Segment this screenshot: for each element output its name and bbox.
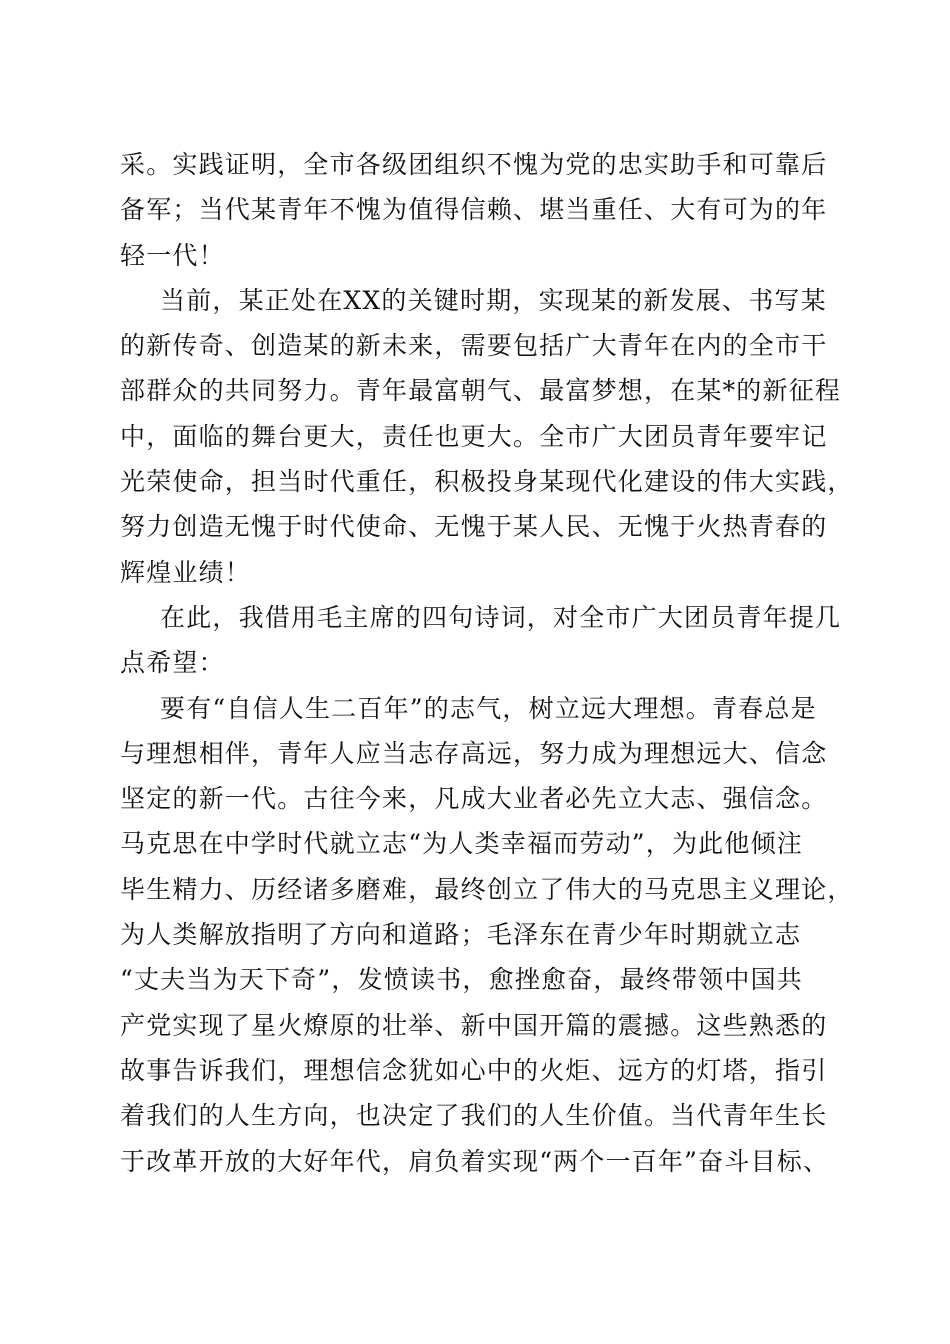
- text-line: 产党实现了星火燎原的壮举、新中国开篇的震撼。这些熟悉的: [120, 1010, 828, 1040]
- text-line: 采。实践证明，全市各级团组织不愧为党的忠实助手和可靠后: [120, 150, 828, 179]
- document-body: [120, 142, 854, 1184]
- text-line: 着我们的人生方向，也决定了我们的人生价值。当代青年生长: [120, 1101, 828, 1131]
- paragraph-first-line: 当前，某正处在XX的关键时期，实现某的新发展、书写某: [160, 285, 827, 315]
- text-line: 的新传奇、创造某的新未来，需要包括广大青年在内的全市干: [120, 331, 828, 361]
- text-line: 故事告诉我们，理想信念犹如心中的火炬、远方的灯塔，指引: [120, 1055, 828, 1085]
- text-line: 备军；当代某青年不愧为值得信赖、堪当重任、大有可为的年: [120, 195, 828, 225]
- text-line: 马克思在中学时代就立志“为人类幸福而劳动”，为此他倾注: [120, 829, 803, 859]
- text-line: 坚定的新一代。古往今来，凡成大业者必先立大志、强信念。: [120, 784, 828, 814]
- text-line: 努力创造无愧于时代使命、无愧于某人民、无愧于火热青春的: [120, 512, 828, 542]
- text-line: 轻一代！: [120, 240, 225, 270]
- text-line: 光荣使命，担当时代重任，积极投身某现代化建设的伟大实践，: [120, 467, 854, 497]
- paragraph-first-line: 要有“自信人生二百年”的志气，树立远大理想。青春总是: [160, 693, 817, 723]
- text-line: 部群众的共同努力。青年最富朝气、最富梦想，在某*的新征程: [120, 376, 842, 406]
- text-line: 为人类解放指明了方向和道路；毛泽东在青少年时期就立志: [120, 920, 802, 950]
- text-line: 中，面临的舞台更大，责任也更大。全市广大团员青年要牢记: [120, 421, 828, 451]
- text-line: 与理想相伴，青年人应当志存高远，努力成为理想远大、信念: [120, 738, 828, 768]
- text-line: 点希望：: [120, 648, 225, 678]
- text-line: 于改革开放的大好年代，肩负着实现“两个一百年”奋斗目标、: [120, 1146, 830, 1176]
- text-line: 辉煌业绩！: [120, 557, 252, 587]
- text-line: “丈夫当为天下奇”，发愤读书，愈挫愈奋，最终带领中国共: [120, 965, 803, 995]
- paragraph-first-line: 在此，我借用毛主席的四句诗词，对全市广大团员青年提几: [160, 602, 842, 632]
- text-line: 毕生精力、历经诸多磨难，最终创立了伟大的马克思主义理论，: [120, 874, 854, 904]
